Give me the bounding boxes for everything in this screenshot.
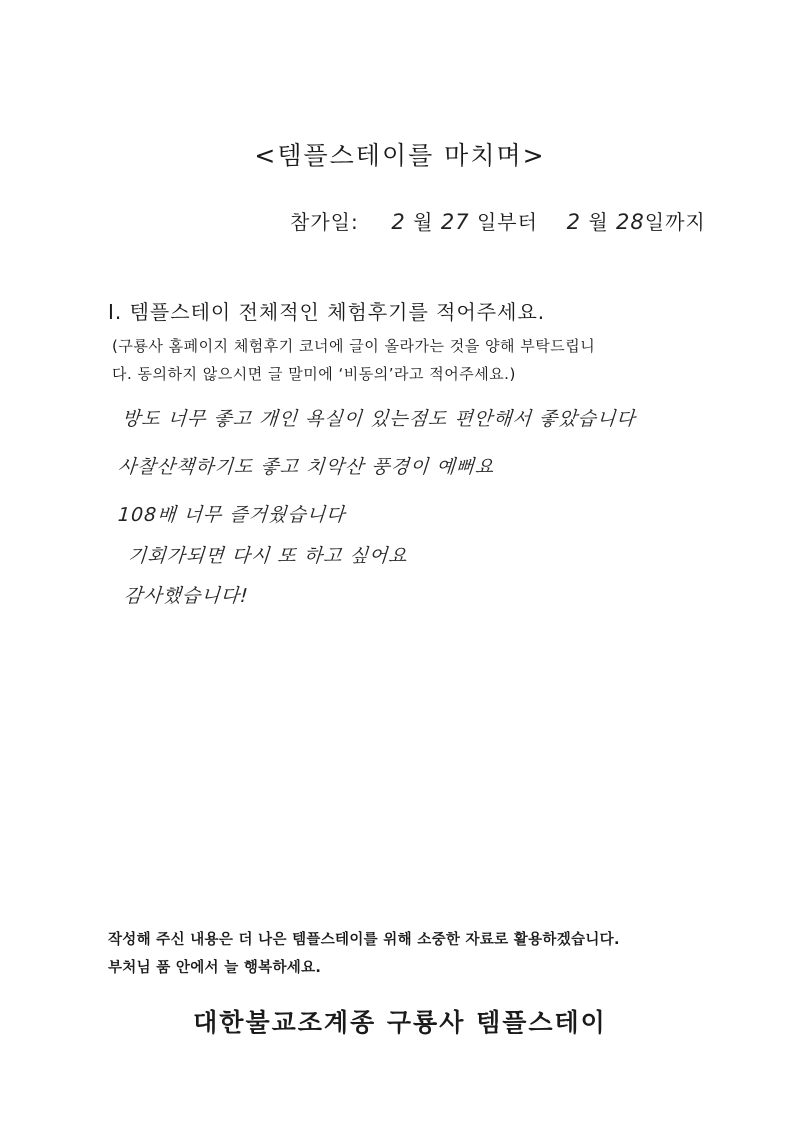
consent-note — [112, 332, 702, 388]
end-month: 2 — [566, 210, 581, 234]
end-day: 28 — [616, 210, 645, 234]
footer-blessing: 부처님 품 안에서 늘 행복하세요. — [108, 960, 322, 976]
answer-line: 기회가되면 다시 또 하고 싶어요 — [127, 545, 409, 567]
from-label: 일부터 — [476, 210, 538, 234]
question-heading: I. 템플스테이 전체적인 체험후기를 적어주세요. — [108, 300, 546, 324]
answer-line: 사찰산책하기도 좋고 치악산 풍경이 예뻐요 — [117, 456, 496, 478]
start-day: 27 — [440, 210, 470, 234]
answer-line: 108배 너무 즐거웠습니다 — [117, 504, 347, 526]
month-unit-start: 월 — [413, 210, 434, 234]
start-month: 2 — [391, 210, 406, 234]
organization-name: 대한불교조계종 구룡사 템플스테이 — [193, 1008, 607, 1037]
answer-line: 감사했습니다! — [123, 585, 250, 607]
month-unit-end: 월 — [588, 210, 609, 234]
answer-line: 방도 너무 좋고 개인 욕실이 있는점도 편안해서 좋았습니다 — [121, 408, 637, 430]
consent-note-line2: 다. 동의하지 않으시면 글 말미에 ‘비동의’라고 적어주세요.) — [112, 365, 516, 383]
participation-dates — [290, 206, 706, 235]
consent-note-line1: (구룡사 홈페이지 체험후기 코너에 글이 올라가는 것을 양해 부탁드립니 — [112, 337, 596, 355]
until-label: 일까지 — [644, 210, 706, 234]
page-title: <템플스테이를 마치며> — [254, 141, 546, 170]
footer-thanks: 작성해 주신 내용은 더 나은 템플스테이를 위해 소중한 자료로 활용하겠습니다. — [108, 932, 620, 948]
participation-label: 참가일: — [290, 210, 359, 234]
